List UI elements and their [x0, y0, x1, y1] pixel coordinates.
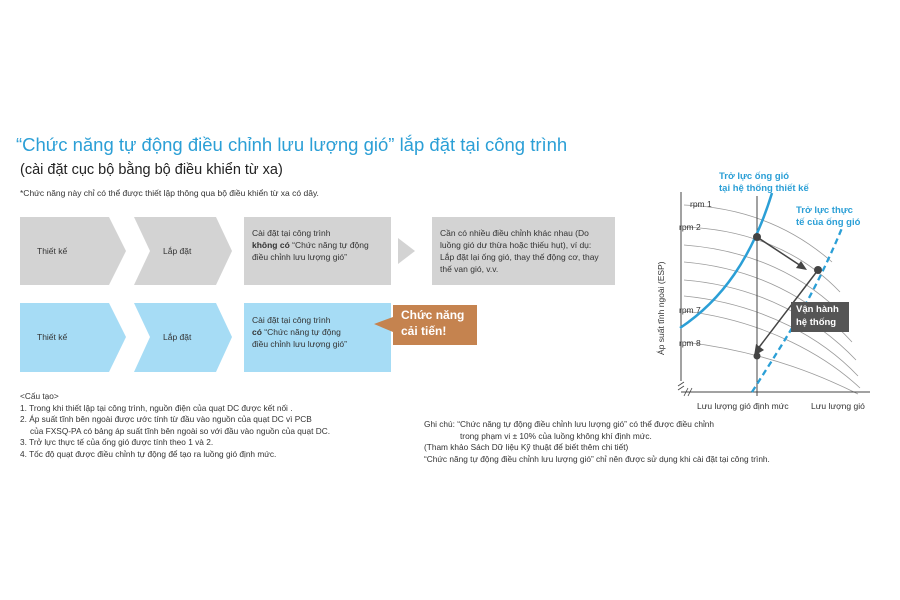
- structure-item: 3. Trở lực thực tế của ống gió được tính theo 1 và 2.: [20, 437, 214, 447]
- rpm7-label: rpm 7: [679, 305, 701, 315]
- rpm1-label: rpm 1: [690, 199, 712, 209]
- y-axis-break-icon: [678, 382, 684, 390]
- adjusted-operating-point: [754, 353, 761, 360]
- design-resistance-label: Trở lực ống gió tại hệ thống thiết kế: [719, 171, 809, 194]
- row1-step3-text: Cài đặt tại công trình không có “Chức năng tự động điều chỉnh lưu lượng gió”: [252, 228, 369, 262]
- x-axis-rated-label: Lưu lượng gió định mức: [697, 401, 789, 411]
- structure-item: 4. Tốc độ quạt được điều chỉnh tự động để tạo ra luồng gió định mức.: [20, 448, 277, 459]
- rpm8-curve: [684, 342, 858, 394]
- row1-step2-label: Lắp đặt: [163, 246, 192, 256]
- actual-operating-point: [814, 266, 822, 274]
- design-operating-point: [753, 233, 761, 241]
- note-line: (Tham khảo Sách Dữ liệu Kỹ thuật để biết thêm chi tiết): [424, 442, 629, 452]
- x-axis-label: Lưu lượng gió: [811, 401, 865, 411]
- rpm2-label: rpm 2: [679, 222, 701, 232]
- notes-block: [424, 419, 770, 465]
- page-subtitle: (cài đặt cục bộ bằng bộ điều khiển từ xa): [20, 162, 283, 178]
- rpm8-label: rpm 8: [679, 338, 701, 348]
- shift-arrow-head: [796, 261, 807, 270]
- row2-step1-label: Thiết kế: [37, 332, 68, 342]
- note-line: “Chức năng tự động điều chỉnh lưu lượng gió” chỉ nên được sử dụng khi cài đặt tại công trình.: [424, 453, 770, 464]
- remote-controller-note: *Chức năng này chỉ có thể được thiết lập thông qua bộ điều khiển từ xa có dây.: [20, 188, 319, 198]
- structure-list: [20, 391, 330, 460]
- note-line: Ghi chú: “Chức năng tự động điều chỉnh lưu lượng gió” có thể được điều chỉnh: [424, 419, 715, 429]
- system-operation-label: Vận hành hệ thống: [796, 304, 839, 328]
- callout-text: Chức năng cải tiến!: [401, 308, 465, 338]
- row1-step4-text: Cần có nhiều điều chỉnh khác nhau (Do luồng gió dư thừa hoặc thiếu hụt), ví dụ: Lắp đặt lại ống gió, thay thế động cơ, thay thế van gió, v.v.: [440, 228, 599, 274]
- structure-heading: <Cấu tạo>: [20, 391, 59, 401]
- row1-step1-label: Thiết kế: [37, 246, 68, 256]
- actual-resistance-label: Trở lực thực tế của ống gió: [796, 205, 861, 228]
- row2-step2-label: Lắp đặt: [163, 332, 192, 342]
- note-line: trong phạm vi ± 10% của luồng không khí định mức.: [460, 430, 652, 441]
- structure-item: của FXSQ-PA có bảng áp suất tĩnh bên ngoài so với đầu vào nguồn của quạt DC.: [30, 425, 331, 436]
- structure-item: 1. Trong khi thiết lập tại công trình, nguồn điện của quạt DC được kết nối .: [20, 402, 293, 413]
- shift-arrow-line: [757, 237, 801, 266]
- y-axis-label: Áp suất tĩnh ngoài (ESP): [656, 261, 666, 355]
- row2-step3-text: Cài đặt tại công trình có “Chức năng tự động điều chỉnh lưu lượng gió”: [252, 315, 347, 349]
- page-title: “Chức năng tự động điều chỉnh lưu lượng gió” lắp đặt tại công trình: [16, 134, 568, 155]
- structure-item: 2. Áp suất tĩnh bên ngoài được ước tính từ đầu vào nguồn của quạt DC vì PCB: [20, 414, 312, 424]
- rpm2-curve: [684, 227, 840, 292]
